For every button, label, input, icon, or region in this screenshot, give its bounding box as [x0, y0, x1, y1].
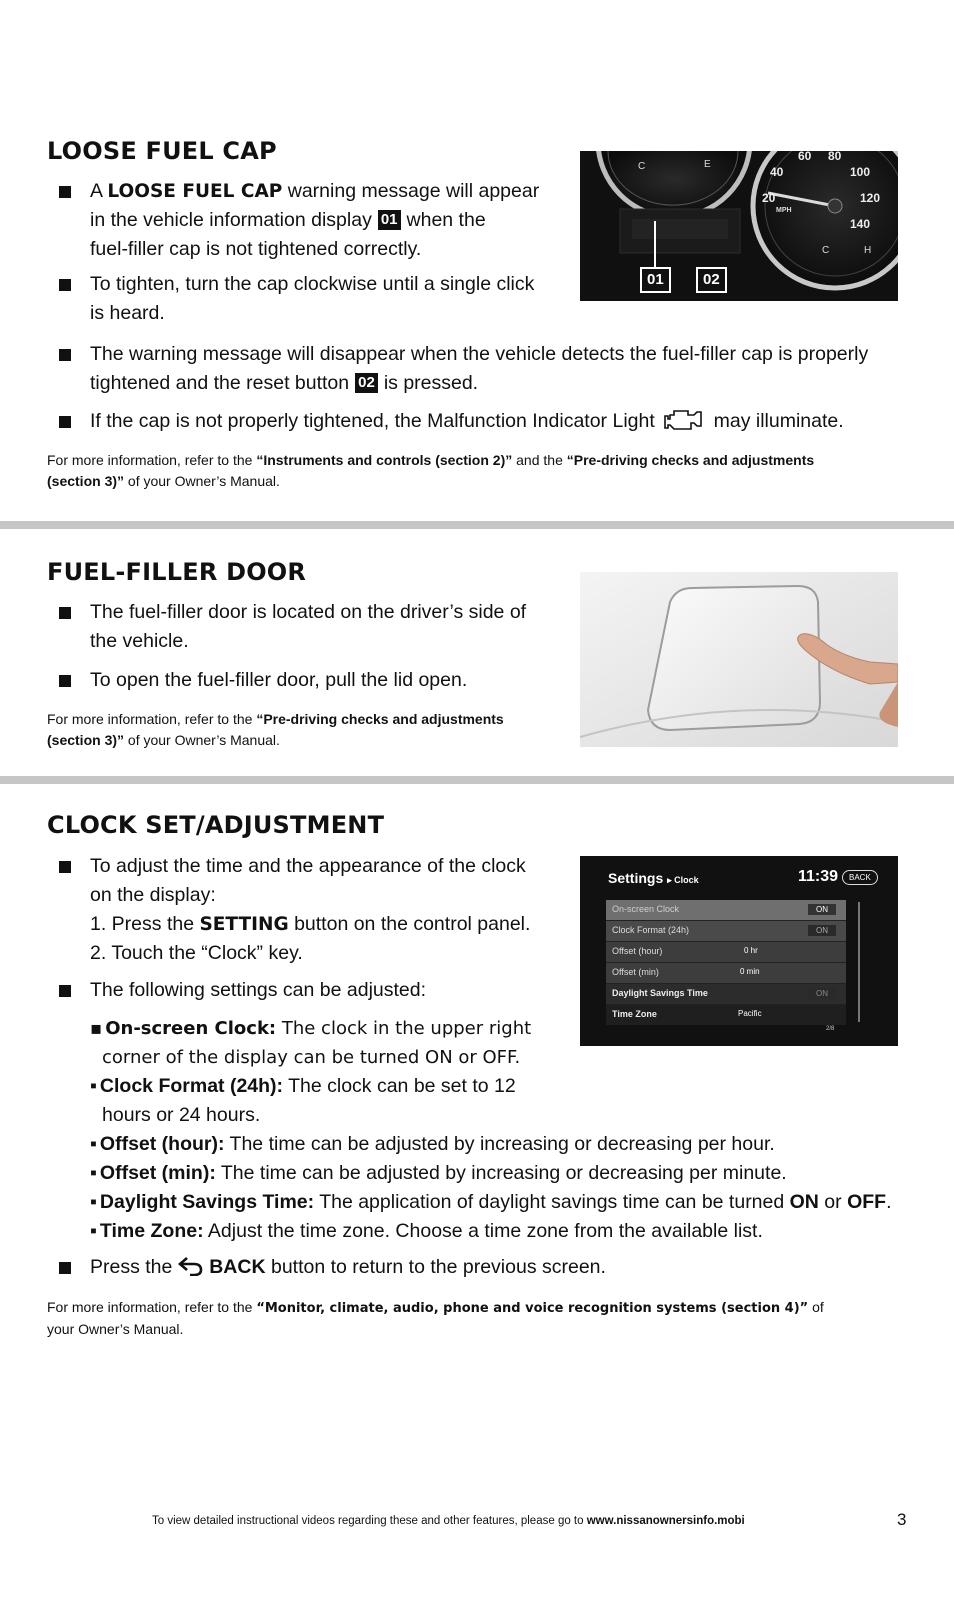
text: is pressed. — [383, 372, 479, 394]
text: your Owner’s Manual. — [47, 1321, 184, 1337]
text: The time can be adjusted by increasing or decreasing per hour. — [224, 1133, 775, 1155]
text: tightened and the reset button — [90, 372, 350, 394]
bullet-square — [59, 349, 71, 361]
sub-bullet-dot: ▪ — [90, 1018, 103, 1039]
text: on the display: — [90, 884, 216, 906]
photo-callout-01: 01 — [640, 267, 671, 293]
sub-bullet-dot: ▪ — [90, 1075, 97, 1097]
loose-fuel-cap-bullet-3 — [90, 340, 930, 398]
loose-fuel-cap-bold: LOOSE FUEL CAP — [107, 181, 283, 202]
speed-120: 120 — [860, 191, 881, 205]
text: in the vehicle information display — [90, 209, 372, 231]
screen-row — [606, 1005, 846, 1025]
text: 2. Touch the “Clock” key. — [90, 942, 303, 964]
text: To open the fuel-filler door, pull the lid open. — [90, 669, 468, 691]
text: The warning message will disappear when the vehicle detects the fuel-filler cap is properly — [90, 343, 869, 365]
clock-title: CLOCK SET/ADJUSTMENT — [47, 811, 385, 839]
loose-fuel-cap-reference-note — [47, 450, 917, 492]
text: corner of the display can be turned ON or OFF. — [102, 1047, 521, 1068]
bullet-square — [59, 186, 71, 198]
screen-row-label: On-screen Clock — [612, 904, 680, 914]
bullet-square — [59, 279, 71, 291]
fuel-gauge-c-label: C — [638, 161, 646, 172]
photo-callout-02: 02 — [696, 267, 727, 293]
fuel-filler-door-photo — [580, 572, 898, 747]
screen-row-label: Time Zone — [612, 1009, 657, 1019]
footer-url-link[interactable]: www.nissanownersinfo.mobi — [586, 1515, 745, 1527]
reference-bold: “Pre-driving checks and adjustments — [256, 711, 504, 727]
text: of your Owner’s Manual. — [124, 473, 280, 489]
fuel-filler-door-reference-note — [47, 709, 567, 751]
text: The time can be adjusted by increasing or decreasing per minute. — [215, 1162, 787, 1184]
text: button on the control panel. — [288, 913, 531, 935]
sub-bullet-dot: ▪ — [90, 1220, 97, 1242]
fuel-filler-door-bullet-1 — [90, 598, 570, 656]
engine-malfunction-icon — [664, 407, 704, 442]
clock-reference-note — [47, 1297, 927, 1340]
loose-fuel-cap-bullet-4 — [90, 407, 930, 442]
text: The clock can be set to 12 — [283, 1075, 516, 1097]
setting-label: On-screen Clock: — [105, 1018, 277, 1039]
off-bold: OFF — [847, 1191, 887, 1213]
screen-title: Settings — [608, 870, 664, 886]
text: For more information, refer to the — [47, 1299, 257, 1315]
setting-label: Daylight Savings Time: — [99, 1191, 315, 1213]
sub-bullet-dot: ▪ — [90, 1191, 97, 1213]
text: The application of daylight savings time can be turned — [314, 1191, 790, 1213]
text: button to return to the previous screen. — [265, 1256, 606, 1278]
text: A — [90, 180, 108, 202]
screen-row — [606, 942, 846, 963]
sub-bullet-dot: ▪ — [90, 1162, 97, 1184]
text: For more information, refer to the — [47, 711, 257, 727]
screen-row-label: Clock Format (24h) — [612, 925, 690, 935]
loose-fuel-cap-title: LOOSE FUEL CAP — [47, 137, 277, 165]
loose-fuel-cap-bullet-1 — [90, 177, 570, 264]
reference-bold: “Pre-driving checks and adjustments — [566, 452, 815, 468]
fuel-filler-door-bullet-2 — [90, 666, 570, 695]
section-divider — [0, 776, 954, 784]
text: and the — [512, 452, 567, 468]
setting-daylight-savings — [90, 1188, 950, 1217]
back-bold: BACK — [209, 1256, 266, 1278]
text: fuel-filler cap is not tightened correctly. — [90, 238, 422, 260]
text: warning message will appear — [282, 180, 540, 202]
text: may illuminate. — [713, 410, 844, 432]
text: 1. Press the — [90, 913, 200, 935]
screen-row — [606, 984, 846, 1005]
callout-tag-01: 01 — [378, 210, 401, 230]
screen-header — [608, 870, 699, 886]
screen-row-label: Offset (hour) — [612, 946, 663, 956]
text: The fuel-filler door is located on the driver’s side of — [90, 601, 527, 623]
text: when the — [406, 209, 486, 231]
reference-bold: “Monitor, climate, audio, phone and voice recognition systems (section 4)” — [256, 1301, 809, 1316]
text: or — [818, 1191, 848, 1213]
setting-label: Time Zone: — [99, 1220, 204, 1242]
speed-80: 80 — [828, 151, 842, 163]
text: is heard. — [90, 302, 165, 324]
setting-offset-hour — [90, 1130, 930, 1159]
text: To tighten, turn the cap clockwise until a single click — [90, 273, 535, 295]
screen-row — [606, 900, 846, 921]
speed-100: 100 — [850, 165, 871, 179]
screen-row-value: 0 hr — [744, 946, 758, 955]
text: of — [808, 1299, 824, 1315]
bullet-square — [59, 416, 71, 428]
text: of your Owner’s Manual. — [124, 732, 280, 748]
screen-row — [606, 963, 846, 984]
text: Press the — [90, 1256, 173, 1278]
screen-row-value: Pacific — [738, 1009, 762, 1018]
footer-note — [152, 1515, 745, 1527]
section-divider — [0, 521, 954, 529]
loose-fuel-cap-bullet-2 — [90, 270, 570, 328]
setting-label: Clock Format (24h): — [99, 1075, 284, 1097]
screen-time: 11:39 — [798, 868, 839, 885]
setting-label: Offset (min): — [99, 1162, 216, 1184]
setting-bold: SETTING — [199, 914, 289, 935]
bullet-square — [59, 607, 71, 619]
text: To view detailed instructional videos regarding these and other features, please go to — [152, 1515, 587, 1527]
clock-settings-screen-photo — [580, 856, 898, 1046]
text: If the cap is not properly tightened, the Malfunction Indicator Light — [90, 410, 655, 432]
temp-h-label: H — [864, 245, 872, 256]
screen-row-value: ON — [808, 988, 836, 999]
screen-row-value: ON — [808, 904, 836, 915]
sub-bullet-dot: ▪ — [90, 1133, 97, 1155]
text: To adjust the time and the appearance of the clock — [90, 855, 526, 877]
text: . — [886, 1191, 892, 1213]
clock-bullet-3 — [90, 1253, 930, 1285]
bullet-square — [59, 1262, 71, 1274]
bullet-square — [59, 675, 71, 687]
page-number: 3 — [897, 1510, 907, 1529]
screen-row-label: Daylight Savings Time — [612, 988, 708, 998]
text: the vehicle. — [90, 630, 189, 652]
back-arrow-icon — [178, 1256, 204, 1285]
text: The clock in the upper right — [276, 1018, 532, 1039]
speed-20: 20 — [762, 191, 776, 205]
setting-on-screen-clock — [90, 1014, 560, 1072]
screen-row-value: ON — [808, 925, 836, 936]
screen-row-value: 0 min — [740, 967, 760, 976]
bullet-square — [59, 985, 71, 997]
screen-rows — [606, 900, 846, 1025]
screen-page: 2/8 — [826, 1026, 835, 1032]
fuel-filler-door-title: FUEL-FILLER DOOR — [47, 558, 307, 586]
reference-bold: (section 3)” — [47, 473, 125, 489]
screen-subtitle: ▸ Clock — [667, 875, 699, 885]
screen-scrollbar — [858, 902, 870, 1022]
speed-40: 40 — [770, 165, 784, 179]
text: For more information, refer to the — [47, 452, 257, 468]
screen-row-label: Offset (min) — [612, 967, 659, 977]
speed-60: 60 — [798, 151, 812, 163]
screen-row — [606, 921, 846, 942]
temp-c-label: C — [822, 245, 830, 256]
on-bold: ON — [789, 1191, 819, 1213]
callout-tag-02: 02 — [355, 373, 378, 393]
reference-bold: “Instruments and controls (section 2)” — [256, 452, 513, 468]
setting-label: Offset (hour): — [99, 1133, 225, 1155]
setting-time-zone — [90, 1217, 930, 1246]
setting-clock-format — [90, 1072, 570, 1130]
setting-offset-min — [90, 1159, 930, 1188]
speed-140: 140 — [850, 217, 871, 231]
text: Adjust the time zone. Choose a time zone from the available list. — [203, 1220, 763, 1242]
bullet-square — [59, 861, 71, 873]
text: hours or 24 hours. — [102, 1104, 261, 1126]
reference-bold: (section 3)” — [47, 732, 125, 748]
clock-bullet-1 — [90, 852, 570, 968]
clock-bullet-2 — [90, 976, 570, 1005]
fuel-gauge-e-label: E — [704, 159, 711, 170]
instrument-cluster-photo — [580, 151, 898, 301]
speed-unit: MPH — [776, 207, 792, 214]
text: The following settings can be adjusted: — [90, 979, 427, 1001]
screen-back-button: BACK — [842, 870, 878, 885]
